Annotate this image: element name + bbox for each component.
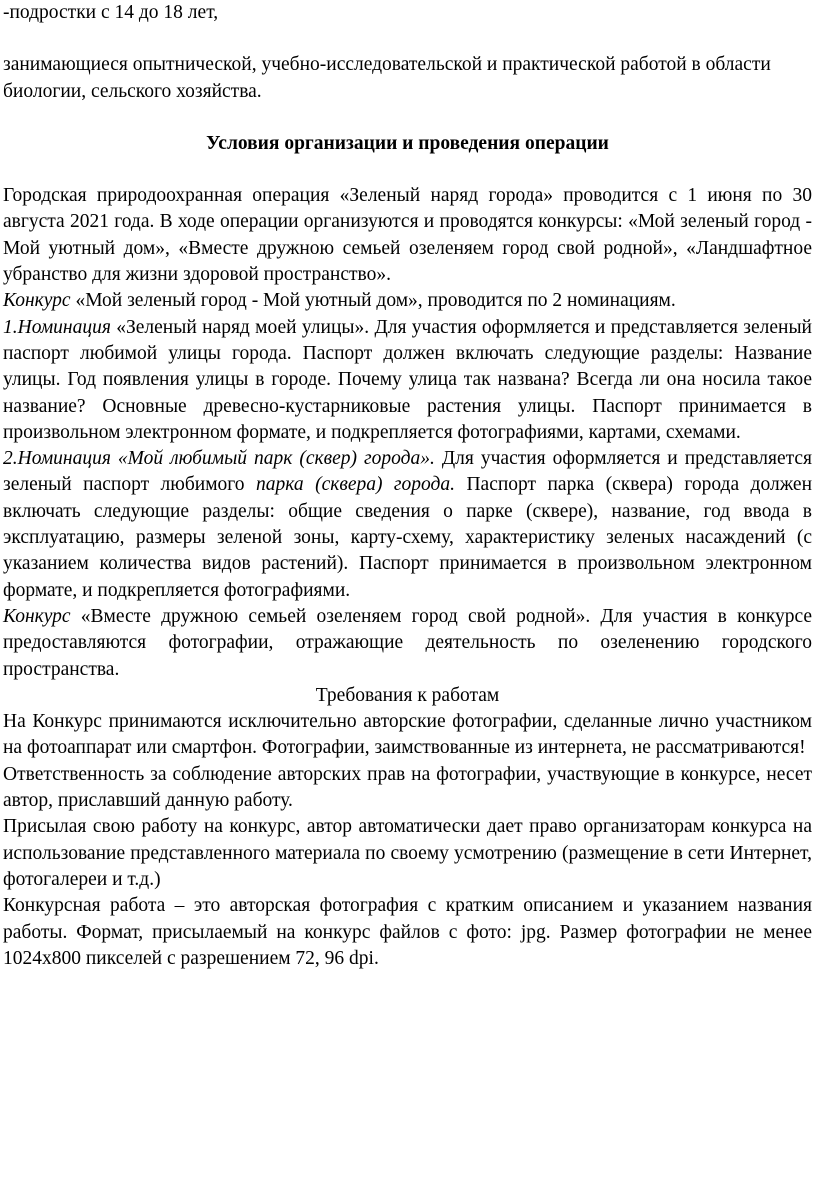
requirement-paragraph: Ответственность за соблюдение авторских прав на фотографии, участвующие в конкурсе, несет автор, приславший данную работу.	[3, 763, 812, 812]
contest-1-label: Конкурс	[3, 290, 71, 312]
requirement-paragraph: Конкурсная работа – это авторская фотография с кратким описанием и указанием названия работы. Формат, присылаемый на конкурс файлов с фото: jpg. Размер фотографии не менее 1024х800 пикселей с разрешением 72, 96 dpi.	[3, 895, 812, 969]
paragraph-nomination-1	[3, 315, 812, 446]
nomination-2-italic: парка (сквера) города.	[256, 474, 456, 496]
requirements-title: Требования к работам	[315, 684, 500, 706]
paragraph-operation: Городская природоохранная операция «Зеленый наряд города» проводится с 1 июня по 30 августа 2021 года. В ходе операции организуются и проводятся конкурсы: «Мой зеленый город - Мой уютный дом», «Вместе дружною семьей озеленяем город свой родной», «Ландшафтное убранство для жизни здоровой пространство».	[3, 185, 812, 286]
nomination-2-text-b: Паспорт парка (сквера) города должен включать следующие разделы: общие сведения о парке (сквере), название, год ввода в эксплуатацию, размеры зеленой зоны, карту-схему, характеристику зеленых насаждений (с указанием количества видов растений). Паспорт принимается в произвольном электронном формате, и подкрепляется фотографиями.	[3, 474, 813, 601]
contest-2-text: «Вместе дружною семьей озеленяем город свой родной». Для участия в конкурсе предоставляются фотографии, отражающие деятельность по озеленению городского пространства.	[3, 605, 812, 680]
section-title: Условия организации и проведения операции	[206, 132, 609, 154]
contest-1-text: «Мой зеленый город - Мой уютный дом», проводится по 2 номинациям.	[70, 290, 676, 312]
nomination-1-label: 1.Номинация	[3, 316, 111, 338]
paragraph-contest-2	[3, 604, 812, 683]
nomination-2-label: 2.Номинация «Мой любимый парк (сквер) города».	[3, 448, 435, 470]
requirement-paragraph: На Конкурс принимаются исключительно авторские фотографии, сделанные лично участником на фотоаппарат или смартфон. Фотографии, заимствованные из интернета, не рассматриваются!	[3, 711, 812, 759]
paragraph-contest-1	[3, 288, 812, 314]
intro-line-1: -подростки с 14 до 18 лет,	[3, 2, 219, 23]
nomination-2-text-a: Для участия оформляется и представляется зеленый паспорт любимого	[3, 448, 812, 496]
paragraph-nomination-2	[3, 446, 812, 604]
nomination-1-text: «Зеленый наряд моей улицы». Для участия оформляется и представляется зеленый паспорт любимой улицы города. Паспорт должен включать следующие разделы: Название улицы. Год появления улицы в городе. Почему улица так названа? Всегда ли она носила такое название? Основные древесно-кустарниковые растения улицы. Паспорт принимается в произвольном электронном формате, и подкрепляется фотографиями, картами, схемами.	[3, 316, 812, 443]
requirement-paragraph: Присылая свою работу на конкурс, автор автоматически дает право организаторам конкурса на использование представленного материала по своему усмотрению (размещение в сети Интернет, фотогалереи и т.д.)	[3, 816, 812, 890]
contest-2-label: Конкурс	[3, 605, 71, 627]
intro-line-2: занимающиеся опытнической, учебно-исследовательской и практической работой в области биологии, сельского хозяйства.	[3, 54, 771, 102]
